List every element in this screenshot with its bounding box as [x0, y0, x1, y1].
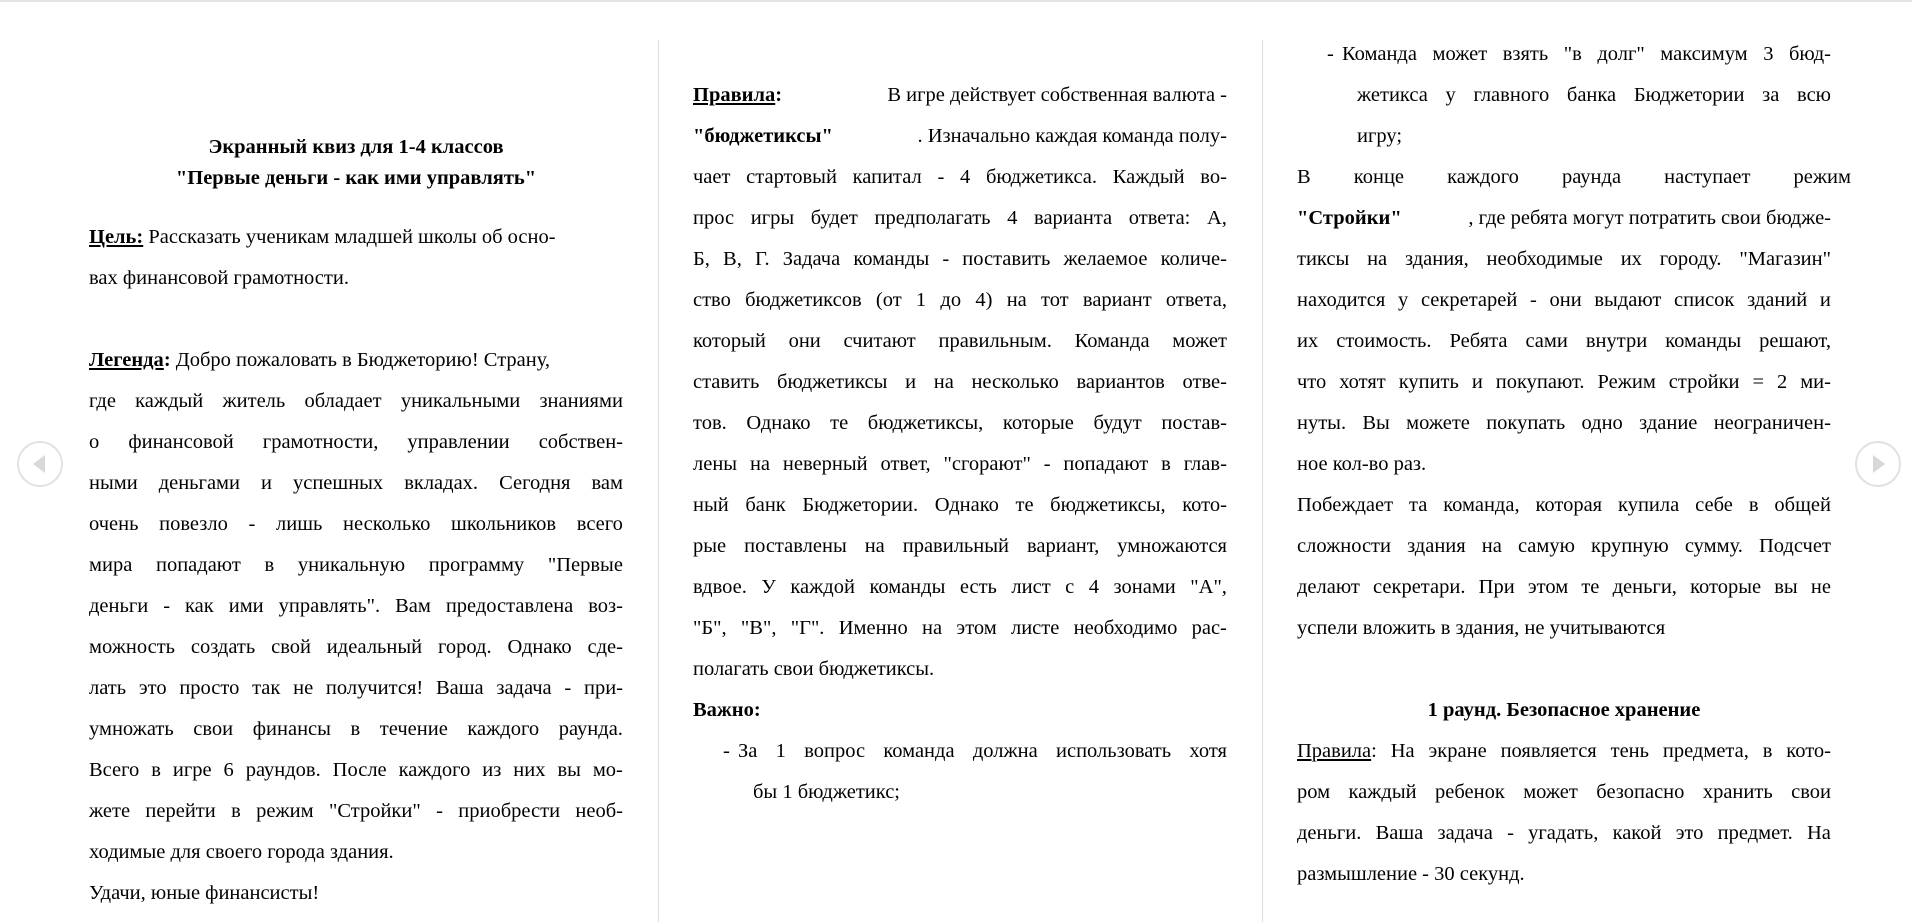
currency-name: "бюджетиксы" — [693, 125, 833, 147]
round-rules-line: размышление - 30 секунд. — [1297, 863, 1525, 885]
construction-mode-name: "Стройки" — [1297, 207, 1402, 229]
legend-line: Всего в игре 6 раундов. После каждого из них вы мо- — [89, 759, 623, 781]
goal-line: вах финансовой грамотности. — [89, 267, 349, 289]
rules-line: полагать свои бюджетиксы. — [693, 658, 935, 680]
top-border — [0, 0, 1912, 2]
rules-line: вдвое. У каждой команды есть лист с 4 зонами "А", — [693, 576, 1227, 598]
rules-line: прос игры будет предполагать 4 варианта ответа: А, — [693, 207, 1227, 229]
closing-line: Удачи, юные финансисты! — [89, 882, 320, 904]
quiz-title: Экранный квиз для 1-4 классов — [208, 136, 504, 158]
legend-line: ходимые для своего города здания. — [89, 841, 394, 863]
chevron-left-icon — [19, 443, 61, 485]
round-rules-line: Правила: На экране появляется тень предмета, в кото- — [1297, 740, 1831, 762]
rules-line: Правила: В игре действует собственная валюта - — [693, 84, 1227, 106]
legend-line: Легенда: Добро пожаловать в Бюджеторию! Страну, — [89, 349, 551, 371]
construction-line: их стоимость. Ребята сами внутри команды решают, — [1297, 330, 1831, 352]
construction-line: тиксы на здания, необходимые их городу. "Магазин" — [1297, 248, 1831, 270]
legend-line: умножать свои финансы в течение каждого раунда. — [89, 718, 623, 740]
winner-line: сложности здания на самую крупную сумму. Подсчет — [1297, 535, 1831, 557]
rules-line: который они считают правильным. Команда может — [693, 330, 1227, 352]
prev-page-button[interactable] — [17, 441, 63, 487]
legend-line: где каждый житель обладает уникальными знаниями — [89, 390, 623, 412]
round-title: 1 раунд. Безопасное хранение — [1427, 699, 1701, 721]
goal-line: Цель: Рассказать ученикам младшей школы об осно- — [89, 226, 556, 248]
construction-line: В конце каждого раунда наступает режим — [1297, 166, 1851, 188]
legend-line: о финансовой грамотности, управлении собствен- — [89, 431, 623, 453]
page-divider — [658, 40, 659, 922]
bullet-line: Команда может взять "в долг" максимум 3 бюд- — [1342, 43, 1831, 65]
legend-line: лать это просто так не получится! Ваша задача - при- — [89, 677, 623, 699]
goal-label: Цель: — [89, 226, 144, 248]
next-page-button[interactable] — [1855, 441, 1901, 487]
construction-line: "Стройки" , где ребята могут потратить свои бюдже- — [1297, 207, 1831, 229]
rules-line: рые поставлены на правильный вариант, умножаются — [693, 535, 1227, 557]
round-rules-label: Правила — [1297, 740, 1372, 762]
rules-line: чает стартовый капитал - 4 бюджетикса. Каждый во- — [693, 166, 1227, 188]
legend-line: ными деньгами и успешных вкладах. Сегодня вам — [89, 472, 623, 494]
round-rules-line: ром каждый ребенок может безопасно хранить свои — [1297, 781, 1831, 803]
bullet-line: игру; — [1357, 125, 1403, 147]
rules-line: лены на неверный ответ, "сгорают" - попадают в глав- — [693, 453, 1227, 475]
bullet-line: За 1 вопрос команда должна использовать хотя — [738, 740, 1227, 762]
rules-line: Б, В, Г. Задача команды - поставить желаемое количе- — [693, 248, 1227, 270]
bullet-line: жетикса у главного банка Бюджетории за всю — [1357, 84, 1831, 106]
legend-line: деньги - как ими управлять". Вам предоставлена воз- — [89, 595, 623, 617]
bullet-dash: - — [723, 740, 730, 762]
rules-line: ставить бюджетиксы и на несколько вариантов отве- — [693, 371, 1227, 393]
chevron-right-icon — [1857, 443, 1899, 485]
legend-line: очень повезло - лишь несколько школьников всего — [89, 513, 623, 535]
legend-line: можность создать свой идеальный город. Однако сде- — [89, 636, 623, 658]
bullet-line: бы 1 бюджетикс; — [753, 781, 901, 803]
legend-line: мира попадают в уникальную программу "Первые — [89, 554, 623, 576]
rules-line: тов. Однако те бюджетиксы, которые будут постав- — [693, 412, 1227, 434]
winner-line: делают секретари. При этом те деньги, которые вы не — [1297, 576, 1831, 598]
winner-line: успели вложить в здания, не учитываются — [1297, 617, 1666, 639]
rules-line: "бюджетиксы" . Изначально каждая команда полу- — [693, 125, 1227, 147]
construction-line: ное кол-во раз. — [1297, 453, 1427, 475]
round-rules-line: деньги. Ваша задача - угадать, какой это предмет. На — [1297, 822, 1831, 844]
page-divider — [1262, 40, 1263, 922]
legend-label: Легенда — [89, 349, 164, 371]
important-heading: Важно: — [693, 699, 761, 721]
bullet-dash: - — [1327, 43, 1334, 65]
legend-line: жете перейти в режим "Стройки" - приобрести необ- — [89, 800, 623, 822]
rules-label: Правила — [693, 84, 776, 106]
construction-line: что хотят купить и покупают. Режим стройки = 2 ми- — [1297, 371, 1831, 393]
construction-line: нуты. Вы можете покупать одно здание неограничен- — [1297, 412, 1831, 434]
rules-line: ство бюджетиксов (от 1 до 4) на тот вариант ответа, — [693, 289, 1227, 311]
winner-line: Побеждает та команда, которая купила себе в общей — [1297, 494, 1831, 516]
construction-line: находится у секретарей - они выдают список зданий и — [1297, 289, 1831, 311]
quiz-subtitle: "Первые деньги - как ими управлять" — [175, 167, 537, 189]
rules-line: "Б", "В", "Г". Именно на этом листе необходимо рас- — [693, 617, 1227, 639]
rules-line: ный банк Бюджетории. Однако те бюджетиксы, кото- — [693, 494, 1227, 516]
